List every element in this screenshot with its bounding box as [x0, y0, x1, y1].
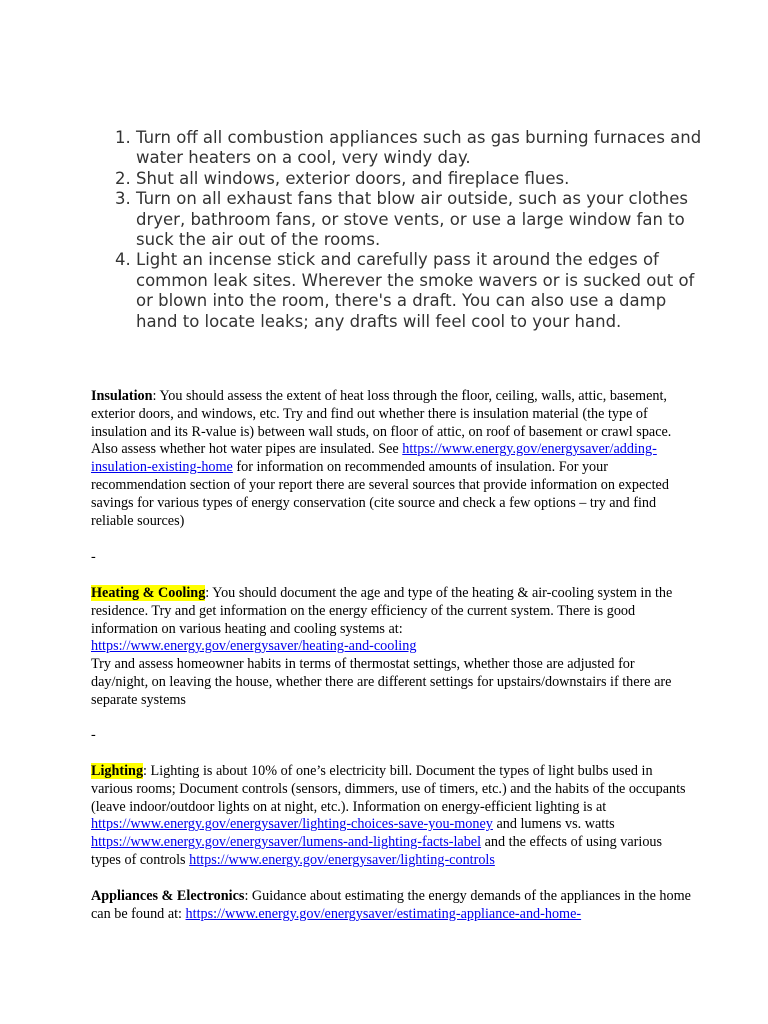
insulation-heading: Insulation: [91, 388, 153, 404]
insulation-paragraph: [91, 388, 691, 530]
separator-dash-2: -: [91, 727, 96, 743]
lighting-paragraph: [91, 763, 691, 870]
heating-text-1: : You should document the age and type of the heating & air-cooling system in the residence. Try and get information on the energy efficiency of the current system. There is good information on various heating and cooling systems at:: [91, 585, 673, 637]
appliances-text-1: : Guidance about estimating the energy demands of the appliances in the home can be found at:: [91, 888, 691, 922]
lighting-text-1: : Lighting is about 10% of one’s electricity bill. Document the types of light bulbs used in various rooms; Document controls (sensors, dimmers, use of timers, etc.) and the habits of the occupants (leave indoor/outdoor lights on at night, etc.). Information on energy-efficient lighting is at: [91, 763, 686, 815]
appliances-heading: Appliances & Electronics: [91, 888, 245, 904]
list-item: 2. Shut all windows, exterior doors, and fireplace flues.: [136, 169, 706, 189]
appliances-paragraph: [91, 888, 691, 924]
lighting-link-lumens[interactable]: https://www.energy.gov/energysaver/lumens-and-lighting-facts-label: [91, 834, 482, 851]
insulation-link[interactable]: https://www.energy.gov/energysaver/adding-insulation-existing-home: [91, 441, 657, 476]
draft-test-steps: [112, 128, 706, 332]
heating-paragraph: [91, 585, 691, 710]
appliances-link[interactable]: https://www.energy.gov/energysaver/estimating-appliance-and-home-: [185, 905, 582, 922]
lighting-text-2: and lumens vs. watts: [492, 816, 615, 833]
list-item: 3. Turn on all exhaust fans that blow air outside, such as your clothes dryer, bathroom fans, or stove vents, or use a large window fan to suck the air out of the rooms.: [136, 189, 706, 250]
lighting-heading: Lighting: [91, 763, 144, 779]
lighting-link-controls[interactable]: https://www.energy.gov/energysaver/lighting-controls: [189, 851, 495, 868]
lighting-link-choices[interactable]: https://www.energy.gov/energysaver/lighting-choices-save-you-money: [91, 816, 493, 833]
heating-link[interactable]: https://www.energy.gov/energysaver/heating-and-cooling: [91, 638, 417, 655]
lighting-text-3: and the effects of using various types of controls: [91, 834, 663, 868]
list-item: 4. Light an incense stick and carefully pass it around the edges of common leak sites. Wherever the smoke wavers or is sucked out of or blown into the room, there's a draft. You can also use a damp hand to locate leaks; any drafts will feel cool to your hand.: [136, 250, 706, 332]
list-item: 1. Turn off all combustion appliances such as gas burning furnaces and water heaters on a cool, very windy day.: [136, 128, 706, 169]
insulation-text-2: for information on recommended amounts of insulation. For your recommendation section of your report there are several sources that provide information on expected savings for various types of energy conservation (cite source and check a few options – try and find reliable sources): [91, 459, 669, 529]
heating-text-2: Try and assess homeowner habits in terms of thermostat settings, whether those are adjusted for day/night, on leaving the house, whether there are different settings for upstairs/downstairs if there are separate systems: [91, 656, 672, 708]
insulation-text-1: : You should assess the extent of heat loss through the floor, ceiling, walls, attic, basement, exterior doors, and windows, etc. Try and find out whether there is insulation material (the type of insulation and its R-value is) between wall studs, on floor of attic, on roof of basement or crawl space. Also assess whether hot water pipes are insulated. See: [91, 388, 672, 458]
heating-heading: Heating & Cooling: [91, 585, 206, 601]
separator-dash-1: -: [91, 549, 96, 565]
